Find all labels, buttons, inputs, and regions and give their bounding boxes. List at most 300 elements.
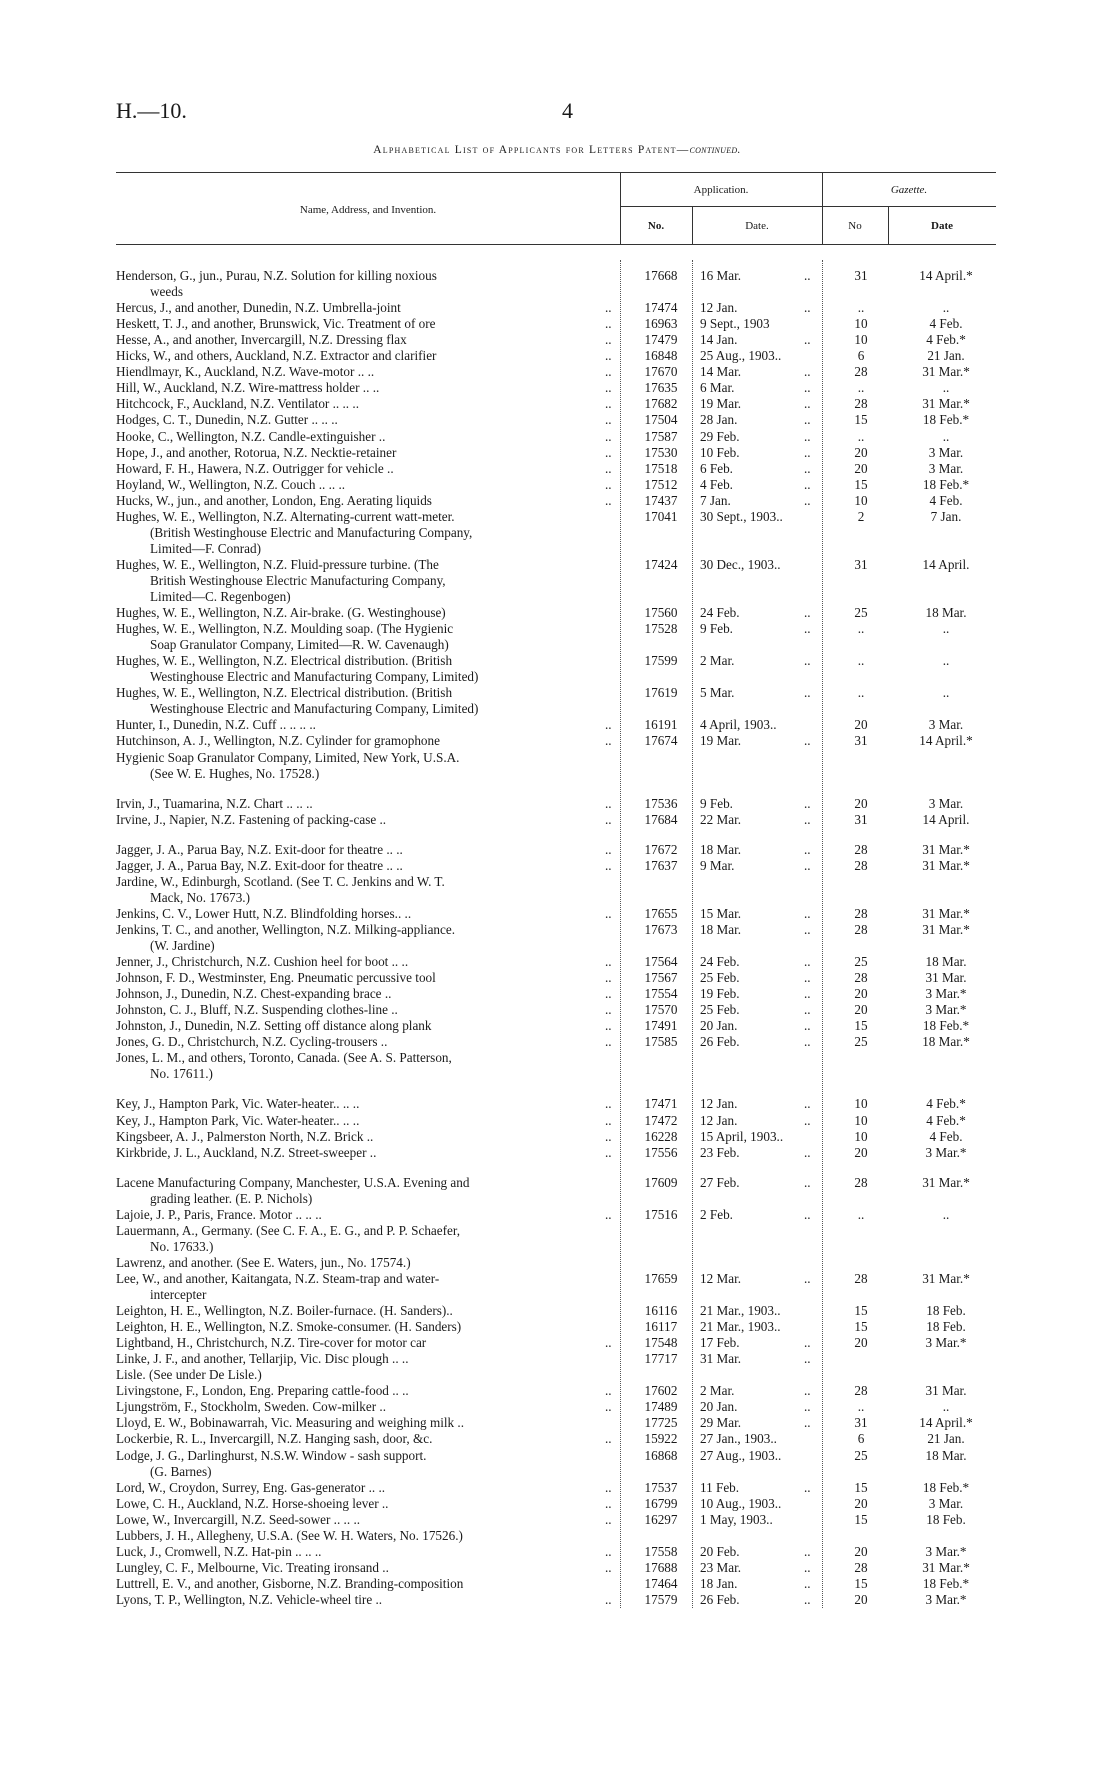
leader-dots: .. [804, 733, 811, 749]
gazette-date: .. [942, 685, 950, 701]
application-date: 25 Aug., 1903.. [700, 348, 782, 364]
gazette-date: 18 Feb. [926, 1319, 966, 1335]
entry-line: Hunter, I., Dunedin, N.Z. Cuff .. .. .. .. [116, 717, 316, 733]
leader-dots: .. [605, 905, 612, 921]
applicant-entry [116, 986, 619, 1002]
application-date: 23 Mar. [700, 1559, 742, 1575]
gazette-number: 10 [854, 1128, 868, 1144]
gazette-date: 18 Mar. [925, 954, 967, 970]
leader-dots: .. [804, 1559, 811, 1575]
application-date: 9 Mar. [700, 857, 735, 873]
application-date: 21 Mar., 1903.. [700, 1319, 781, 1335]
entry-line: Soap Granulator Company, Limited—R. W. Cavenaugh) [150, 637, 449, 653]
application-date: 2 Mar. [700, 653, 735, 669]
entry-line: Johnson, F. D., Westminster, Eng. Pneumatic percussive tool [116, 970, 436, 986]
entry-line: Jenner, J., Christchurch, N.Z. Cushion heel for boot .. .. [116, 954, 409, 970]
applicant-entry [116, 1448, 619, 1480]
application-date: 14 Jan. [700, 332, 738, 348]
entry-line: Hughes, W. E., Wellington, N.Z. Alternating-current watt-meter. [116, 508, 455, 524]
leader-dots: .. [605, 1144, 612, 1160]
gazette-date: 18 Feb.* [922, 1479, 970, 1495]
gazette-number: 20 [854, 1495, 868, 1511]
applicant-entry [116, 1018, 619, 1034]
applicant-entry [116, 1145, 619, 1161]
applicant-entry [116, 1129, 619, 1145]
application-date: 25 Feb. [700, 1002, 740, 1018]
leader-dots: .. [804, 476, 811, 492]
application-number: 17682 [644, 396, 678, 412]
entry-line: Luck, J., Cromwell, N.Z. Hat-pin .. .. .. [116, 1543, 322, 1559]
gazette-number: 15 [854, 1303, 868, 1319]
entry-line: Lowe, W., Invercargill, N.Z. Seed-sower .. .. .. [116, 1511, 361, 1527]
leader-dots: .. [804, 1018, 811, 1034]
leader-dots: .. [605, 1112, 612, 1128]
applicant-entry [116, 1399, 619, 1415]
application-number: 17673 [644, 921, 678, 937]
gazette-date: 4 Feb. [929, 316, 963, 332]
application-date: 5 Mar. [700, 685, 735, 701]
gazette-date: 3 Mar.* [925, 1002, 967, 1018]
application-date: 16 Mar. [700, 268, 742, 283]
application-number: 17554 [644, 986, 678, 1002]
gazette-number: 28 [854, 364, 868, 380]
gazette-date: 14 April. [922, 811, 970, 827]
applicant-entry [116, 268, 619, 300]
leader-dots: .. [804, 1399, 811, 1415]
application-date: 18 Mar. [700, 841, 742, 857]
application-number: 17560 [644, 605, 678, 621]
application-number: 16191 [644, 717, 678, 733]
gazette-number: 20 [854, 444, 868, 460]
entry-line: Henderson, G., jun., Purau, N.Z. Solution for killing noxious [116, 268, 437, 283]
page-id: H.—10. [116, 98, 187, 123]
applicant-entry [116, 429, 619, 445]
entry-line: grading leather. (E. P. Nichols) [150, 1190, 313, 1206]
gazette-number: .. [857, 380, 865, 396]
header-app-date: Date. [745, 220, 769, 232]
application-date: 4 April, 1903.. [700, 717, 777, 733]
gazette-date: .. [942, 380, 950, 396]
application-number: 17609 [644, 1174, 678, 1190]
entry-line: Kirkbride, J. L., Auckland, N.Z. Street-sweeper .. [116, 1144, 377, 1160]
application-number: 17528 [644, 621, 678, 637]
leader-dots: .. [605, 316, 612, 332]
leader-dots: .. [605, 412, 612, 428]
application-date: 31 Mar. [700, 1351, 742, 1367]
header-gaz-date: Date [931, 220, 953, 232]
application-number: 17668 [644, 268, 678, 283]
header-gazette: Gazette. [890, 184, 928, 196]
applicant-entry [116, 1335, 619, 1351]
gazette-number: 20 [854, 986, 868, 1002]
application-number: 16799 [644, 1495, 678, 1511]
gazette-number: 15 [854, 476, 868, 492]
gazette-number: 15 [854, 1575, 868, 1591]
application-date: 12 Jan. [700, 300, 738, 316]
leader-dots: .. [605, 986, 612, 1002]
gazette-number: 31 [854, 268, 868, 283]
gazette-number: 20 [854, 795, 868, 811]
leader-dots: .. [605, 857, 612, 873]
page-number: 4 [562, 98, 573, 123]
body-divider-name [620, 260, 621, 1608]
applicant-entry [116, 1431, 619, 1447]
leader-dots: .. [605, 841, 612, 857]
leader-dots: .. [605, 1096, 612, 1112]
gazette-date: 31 Mar.* [922, 1559, 970, 1575]
entry-line: Lightband, H., Christchurch, N.Z. Tire-cover for motor car [116, 1335, 427, 1351]
application-number: 17635 [644, 380, 678, 396]
leader-dots: .. [804, 1415, 811, 1431]
entry-line: Hiendlmayr, K., Auckland, N.Z. Wave-motor .. .. [116, 364, 375, 380]
gazette-number: 28 [854, 1270, 868, 1286]
entry-line: Irvine, J., Napier, N.Z. Fastening of packing-case .. [116, 811, 387, 827]
gazette-number: .. [857, 1399, 865, 1415]
entry-line: Jones, L. M., and others, Toronto, Canada. (See A. S. Patterson, [116, 1050, 452, 1066]
leader-dots: .. [605, 1543, 612, 1559]
leader-dots: .. [605, 1479, 612, 1495]
gazette-date: .. [942, 1206, 950, 1222]
applicant-entry [116, 477, 619, 493]
entry-line: No. 17633.) [150, 1238, 214, 1254]
entry-line: Jardine, W., Edinburgh, Scotland. (See T. C. Jenkins and W. T. [116, 873, 445, 889]
entry-line: Lodge, J. G., Darlinghurst, N.S.W. Window - sash support. [116, 1447, 427, 1463]
gazette-date: 14 April.* [919, 733, 973, 749]
leader-dots: .. [605, 1559, 612, 1575]
application-number: 17556 [644, 1144, 678, 1160]
applicant-entry [116, 1223, 619, 1255]
gazette-number: .. [857, 1206, 865, 1222]
entry-line: Hicks, W., and others, Auckland, N.Z. Extractor and clarifier [116, 348, 437, 364]
application-number: 16868 [644, 1447, 678, 1463]
applicant-entry [116, 396, 619, 412]
entry-line: Luttrell, E. V., and another, Gisborne, N.Z. Branding-composition [116, 1575, 464, 1591]
gazette-date: 3 Mar.* [925, 1144, 967, 1160]
body-divider-application [822, 260, 823, 1608]
gazette-date: 3 Mar.* [925, 1543, 967, 1559]
applicant-entry [116, 1113, 619, 1129]
application-number: 17655 [644, 905, 678, 921]
leader-dots: .. [605, 1399, 612, 1415]
gazette-date: .. [942, 653, 950, 669]
application-date: 20 Feb. [700, 1543, 740, 1559]
leader-dots: .. [605, 795, 612, 811]
entry-line: Hutchinson, A. J., Wellington, N.Z. Cylinder for gramophone [116, 733, 440, 749]
applicant-entry [116, 1303, 619, 1319]
leader-dots: .. [804, 1112, 811, 1128]
gazette-number: 6 [857, 348, 865, 364]
entry-line: Johnston, J., Dunedin, N.Z. Setting off distance along plank [116, 1018, 432, 1034]
entry-line: Lungley, C. F., Melbourne, Vic. Treating ironsand .. [116, 1559, 389, 1575]
gazette-date: 4 Feb.* [926, 1096, 966, 1112]
gazette-date: 21 Jan. [927, 348, 965, 364]
application-number: 17725 [644, 1415, 678, 1431]
application-number: 17619 [644, 685, 678, 701]
entry-line: Limited—F. Conrad) [150, 540, 262, 556]
leader-dots: .. [804, 1479, 811, 1495]
entry-line: Ljungström, F., Stockholm, Sweden. Cow-milker .. [116, 1399, 387, 1415]
applicant-entry [116, 1319, 619, 1335]
application-number: 17472 [644, 1112, 678, 1128]
gazette-number: 25 [854, 605, 868, 621]
gazette-number: 31 [854, 811, 868, 827]
gazette-date: 14 April.* [919, 1415, 973, 1431]
gazette-number: 31 [854, 733, 868, 749]
entry-line: Hercus, J., and another, Dunedin, N.Z. Umbrella-joint [116, 300, 401, 316]
leader-dots: .. [804, 1144, 811, 1160]
entry-line: Lyons, T. P., Wellington, N.Z. Vehicle-wheel tire .. [116, 1591, 383, 1607]
leader-dots: .. [605, 300, 612, 316]
application-number: 17579 [644, 1591, 678, 1607]
application-number: 17602 [644, 1383, 678, 1399]
leader-dots: .. [605, 717, 612, 733]
entry-line: Hygienic Soap Granulator Company, Limited, New York, U.S.A. [116, 749, 460, 765]
gazette-date: 18 Mar.* [922, 1034, 970, 1050]
gazette-number: 10 [854, 332, 868, 348]
application-number: 16963 [644, 316, 678, 332]
applicant-entry [116, 717, 619, 733]
application-number: 17516 [644, 1206, 678, 1222]
gazette-date: 3 Mar.* [925, 1591, 967, 1607]
leader-dots: .. [605, 1383, 612, 1399]
leader-dots: .. [605, 1335, 612, 1351]
header-mid-rule [620, 206, 996, 207]
header-application: Application. [693, 184, 749, 196]
leader-dots: .. [804, 460, 811, 476]
entry-line: Limited—C. Regenbogen) [150, 588, 291, 604]
gazette-date: 31 Mar.* [922, 364, 970, 380]
application-date: 9 Feb. [700, 795, 733, 811]
header-divider-application [822, 172, 823, 244]
entry-line: Hill, W., Auckland, N.Z. Wire-mattress holder .. .. [116, 380, 380, 396]
application-date: 26 Feb. [700, 1034, 740, 1050]
entry-line: Hitchcock, F., Auckland, N.Z. Ventilator .. .. .. [116, 396, 359, 412]
gazette-number: 10 [854, 1112, 868, 1128]
table-title [0, 144, 1114, 156]
entry-line: Hope, J., and another, Rotorua, N.Z. Necktie-retainer [116, 444, 397, 460]
entry-line: Lacene Manufacturing Company, Manchester, U.S.A. Evening and [116, 1174, 470, 1190]
entry-line: weeds [150, 284, 183, 299]
leader-dots: .. [804, 364, 811, 380]
gazette-number: .. [857, 653, 865, 669]
applicant-entry [116, 493, 619, 509]
application-date: 15 April, 1903.. [700, 1128, 784, 1144]
gazette-number: 20 [854, 1335, 868, 1351]
leader-dots: .. [605, 492, 612, 508]
entry-line: Lisle. (See under De Lisle.) [116, 1367, 262, 1383]
gazette-number: 15 [854, 1511, 868, 1527]
leader-dots: .. [605, 1495, 612, 1511]
applicant-entry [116, 796, 619, 812]
leader-dots: .. [804, 1575, 811, 1591]
entry-line: Jagger, J. A., Parua Bay, N.Z. Exit-door for theatre .. .. [116, 857, 403, 873]
entry-line: Jenkins, C. V., Lower Hutt, N.Z. Blindfolding horses.. .. [116, 905, 412, 921]
leader-dots: .. [804, 444, 811, 460]
entry-line: (W. Jardine) [150, 937, 215, 953]
body-divider-appno [692, 260, 693, 1608]
applicant-entry [116, 1096, 619, 1112]
leader-dots: .. [804, 986, 811, 1002]
gazette-date: 18 Feb.* [922, 1018, 970, 1034]
gazette-number: 25 [854, 1447, 868, 1463]
application-number: 17585 [644, 1034, 678, 1050]
gazette-date: 3 Mar. [928, 717, 964, 733]
leader-dots: .. [804, 1034, 811, 1050]
application-date: 28 Jan. [700, 412, 738, 428]
gazette-number: 28 [854, 921, 868, 937]
header-name: Name, Address, and Invention. [299, 204, 437, 216]
entry-line: (G. Barnes) [150, 1463, 212, 1479]
applicant-entry [116, 1271, 619, 1303]
leader-dots: .. [605, 970, 612, 986]
leader-dots: .. [605, 1002, 612, 1018]
leader-dots: .. [804, 653, 811, 669]
application-date: 11 Feb. [700, 1479, 740, 1495]
applicant-entry [116, 812, 619, 828]
entry-line: Westinghouse Electric and Manufacturing Company, Limited) [150, 669, 479, 685]
leader-dots: .. [804, 605, 811, 621]
entry-line: Kingsbeer, A. J., Palmerston North, N.Z. Brick .. [116, 1128, 374, 1144]
applicant-entry [116, 1512, 619, 1528]
applicant-entry [116, 1496, 619, 1512]
gazette-number: .. [857, 621, 865, 637]
application-date: 29 Mar. [700, 1415, 742, 1431]
leader-dots: .. [804, 396, 811, 412]
applicant-entry [116, 858, 619, 874]
gazette-number: 28 [854, 841, 868, 857]
application-date: 23 Feb. [700, 1144, 740, 1160]
gazette-number: 15 [854, 1018, 868, 1034]
leader-dots: .. [804, 685, 811, 701]
applicant-entry [116, 1560, 619, 1576]
entry-line: Heskett, T. J., and another, Brunswick, Vic. Treatment of ore [116, 316, 436, 332]
applicant-entry [116, 842, 619, 858]
gazette-number: 31 [854, 556, 868, 572]
applicant-entry [116, 445, 619, 461]
application-date: 24 Feb. [700, 605, 740, 621]
application-number: 17688 [644, 1559, 678, 1575]
leader-dots: .. [804, 795, 811, 811]
leader-dots: .. [804, 970, 811, 986]
leader-dots: .. [804, 412, 811, 428]
gazette-date: 3 Mar.* [925, 986, 967, 1002]
leader-dots: .. [804, 380, 811, 396]
gazette-date: .. [942, 1399, 950, 1415]
application-number: 17570 [644, 1002, 678, 1018]
application-date: 10 Aug., 1903.. [700, 1495, 782, 1511]
applicant-entry [116, 906, 619, 922]
leader-dots: .. [804, 268, 811, 283]
entry-line: Hesse, A., and another, Invercargill, N.Z. Dressing flax [116, 332, 407, 348]
leader-dots: .. [804, 921, 811, 937]
application-date: 21 Mar., 1903.. [700, 1303, 781, 1319]
application-date: 9 Sept., 1903 [700, 316, 770, 332]
gazette-date: 14 April. [922, 556, 970, 572]
applicant-entry [116, 461, 619, 477]
leader-dots: .. [605, 364, 612, 380]
entry-line: Lajoie, J. P., Paris, France. Motor .. .. .. [116, 1206, 322, 1222]
application-date: 12 Jan. [700, 1112, 738, 1128]
gazette-number: 6 [857, 1431, 865, 1447]
application-number: 17670 [644, 364, 678, 380]
applicant-entry [116, 1592, 619, 1608]
gazette-number: .. [857, 300, 865, 316]
application-number: 17471 [644, 1096, 678, 1112]
entry-line: Jones, G. D., Christchurch, N.Z. Cycling-trousers .. [116, 1034, 388, 1050]
table-title-continued: continued. [689, 144, 741, 156]
leader-dots: .. [605, 811, 612, 827]
entry-line: Lawrenz, and another. (See E. Waters, jun., No. 17574.) [116, 1254, 411, 1270]
application-number: 17587 [644, 428, 678, 444]
application-date: 20 Jan. [700, 1399, 738, 1415]
leader-dots: .. [605, 396, 612, 412]
gazette-date: 18 Feb.* [922, 1575, 970, 1591]
gazette-date: 31 Mar.* [922, 396, 970, 412]
applicant-entry [116, 364, 619, 380]
gazette-date: .. [942, 300, 950, 316]
applicant-entry [116, 1207, 619, 1223]
gazette-number: 28 [854, 905, 868, 921]
application-date: 17 Feb. [700, 1335, 740, 1351]
applicant-entry [116, 1367, 619, 1383]
leader-dots: .. [804, 428, 811, 444]
entry-line: (British Westinghouse Electric and Manufacturing Company, [150, 524, 473, 540]
gazette-date: 4 Feb.* [926, 332, 966, 348]
application-date: 30 Sept., 1903.. [700, 508, 783, 524]
application-date: 10 Feb. [700, 444, 740, 460]
gazette-number: 28 [854, 1383, 868, 1399]
gazette-number: 10 [854, 492, 868, 508]
leader-dots: .. [605, 1128, 612, 1144]
application-date: 15 Mar. [700, 905, 742, 921]
gazette-number: 20 [854, 717, 868, 733]
application-number: 17537 [644, 1479, 678, 1495]
leader-dots: .. [605, 954, 612, 970]
application-date: 19 Mar. [700, 396, 742, 412]
applicant-entry [116, 685, 619, 717]
gazette-date: 31 Mar.* [922, 1174, 970, 1190]
application-date: 30 Dec., 1903.. [700, 556, 781, 572]
leader-dots: .. [605, 428, 612, 444]
entry-line: Hucks, W., jun., and another, London, Eng. Aerating liquids [116, 492, 432, 508]
leader-dots: .. [605, 348, 612, 364]
applicant-entry [116, 922, 619, 954]
gazette-date: 31 Mar.* [922, 921, 970, 937]
gazette-number: 28 [854, 970, 868, 986]
application-date: 6 Mar. [700, 380, 735, 396]
entry-line: Jenkins, T. C., and another, Wellington, N.Z. Milking-appliance. [116, 921, 456, 937]
entry-line: Leighton, H. E., Wellington, N.Z. Smoke-consumer. (H. Sanders) [116, 1319, 462, 1335]
gazette-date: 21 Jan. [927, 1431, 965, 1447]
leader-dots: .. [605, 460, 612, 476]
leader-dots: .. [804, 1383, 811, 1399]
entry-line: Johnston, C. J., Bluff, N.Z. Suspending clothes-line .. [116, 1002, 398, 1018]
application-number: 17504 [644, 412, 678, 428]
application-date: 6 Feb. [700, 460, 733, 476]
application-number: 17548 [644, 1335, 678, 1351]
applicant-entry [116, 1255, 619, 1271]
gazette-date: 3 Mar. [928, 460, 964, 476]
gazette-number: 15 [854, 1319, 868, 1335]
leader-dots: .. [804, 1335, 811, 1351]
applicant-entry [116, 1544, 619, 1560]
entry-line: Lloyd, E. W., Bobinawarrah, Vic. Measuring and weighing milk .. [116, 1415, 465, 1431]
applicant-entry [116, 557, 619, 605]
entry-line: Howard, F. H., Hawera, N.Z. Outrigger for vehicle .. [116, 460, 394, 476]
gazette-date: 18 Feb. [926, 1511, 966, 1527]
applicant-entry [116, 1415, 619, 1431]
gazette-date: 18 Mar. [925, 1447, 967, 1463]
